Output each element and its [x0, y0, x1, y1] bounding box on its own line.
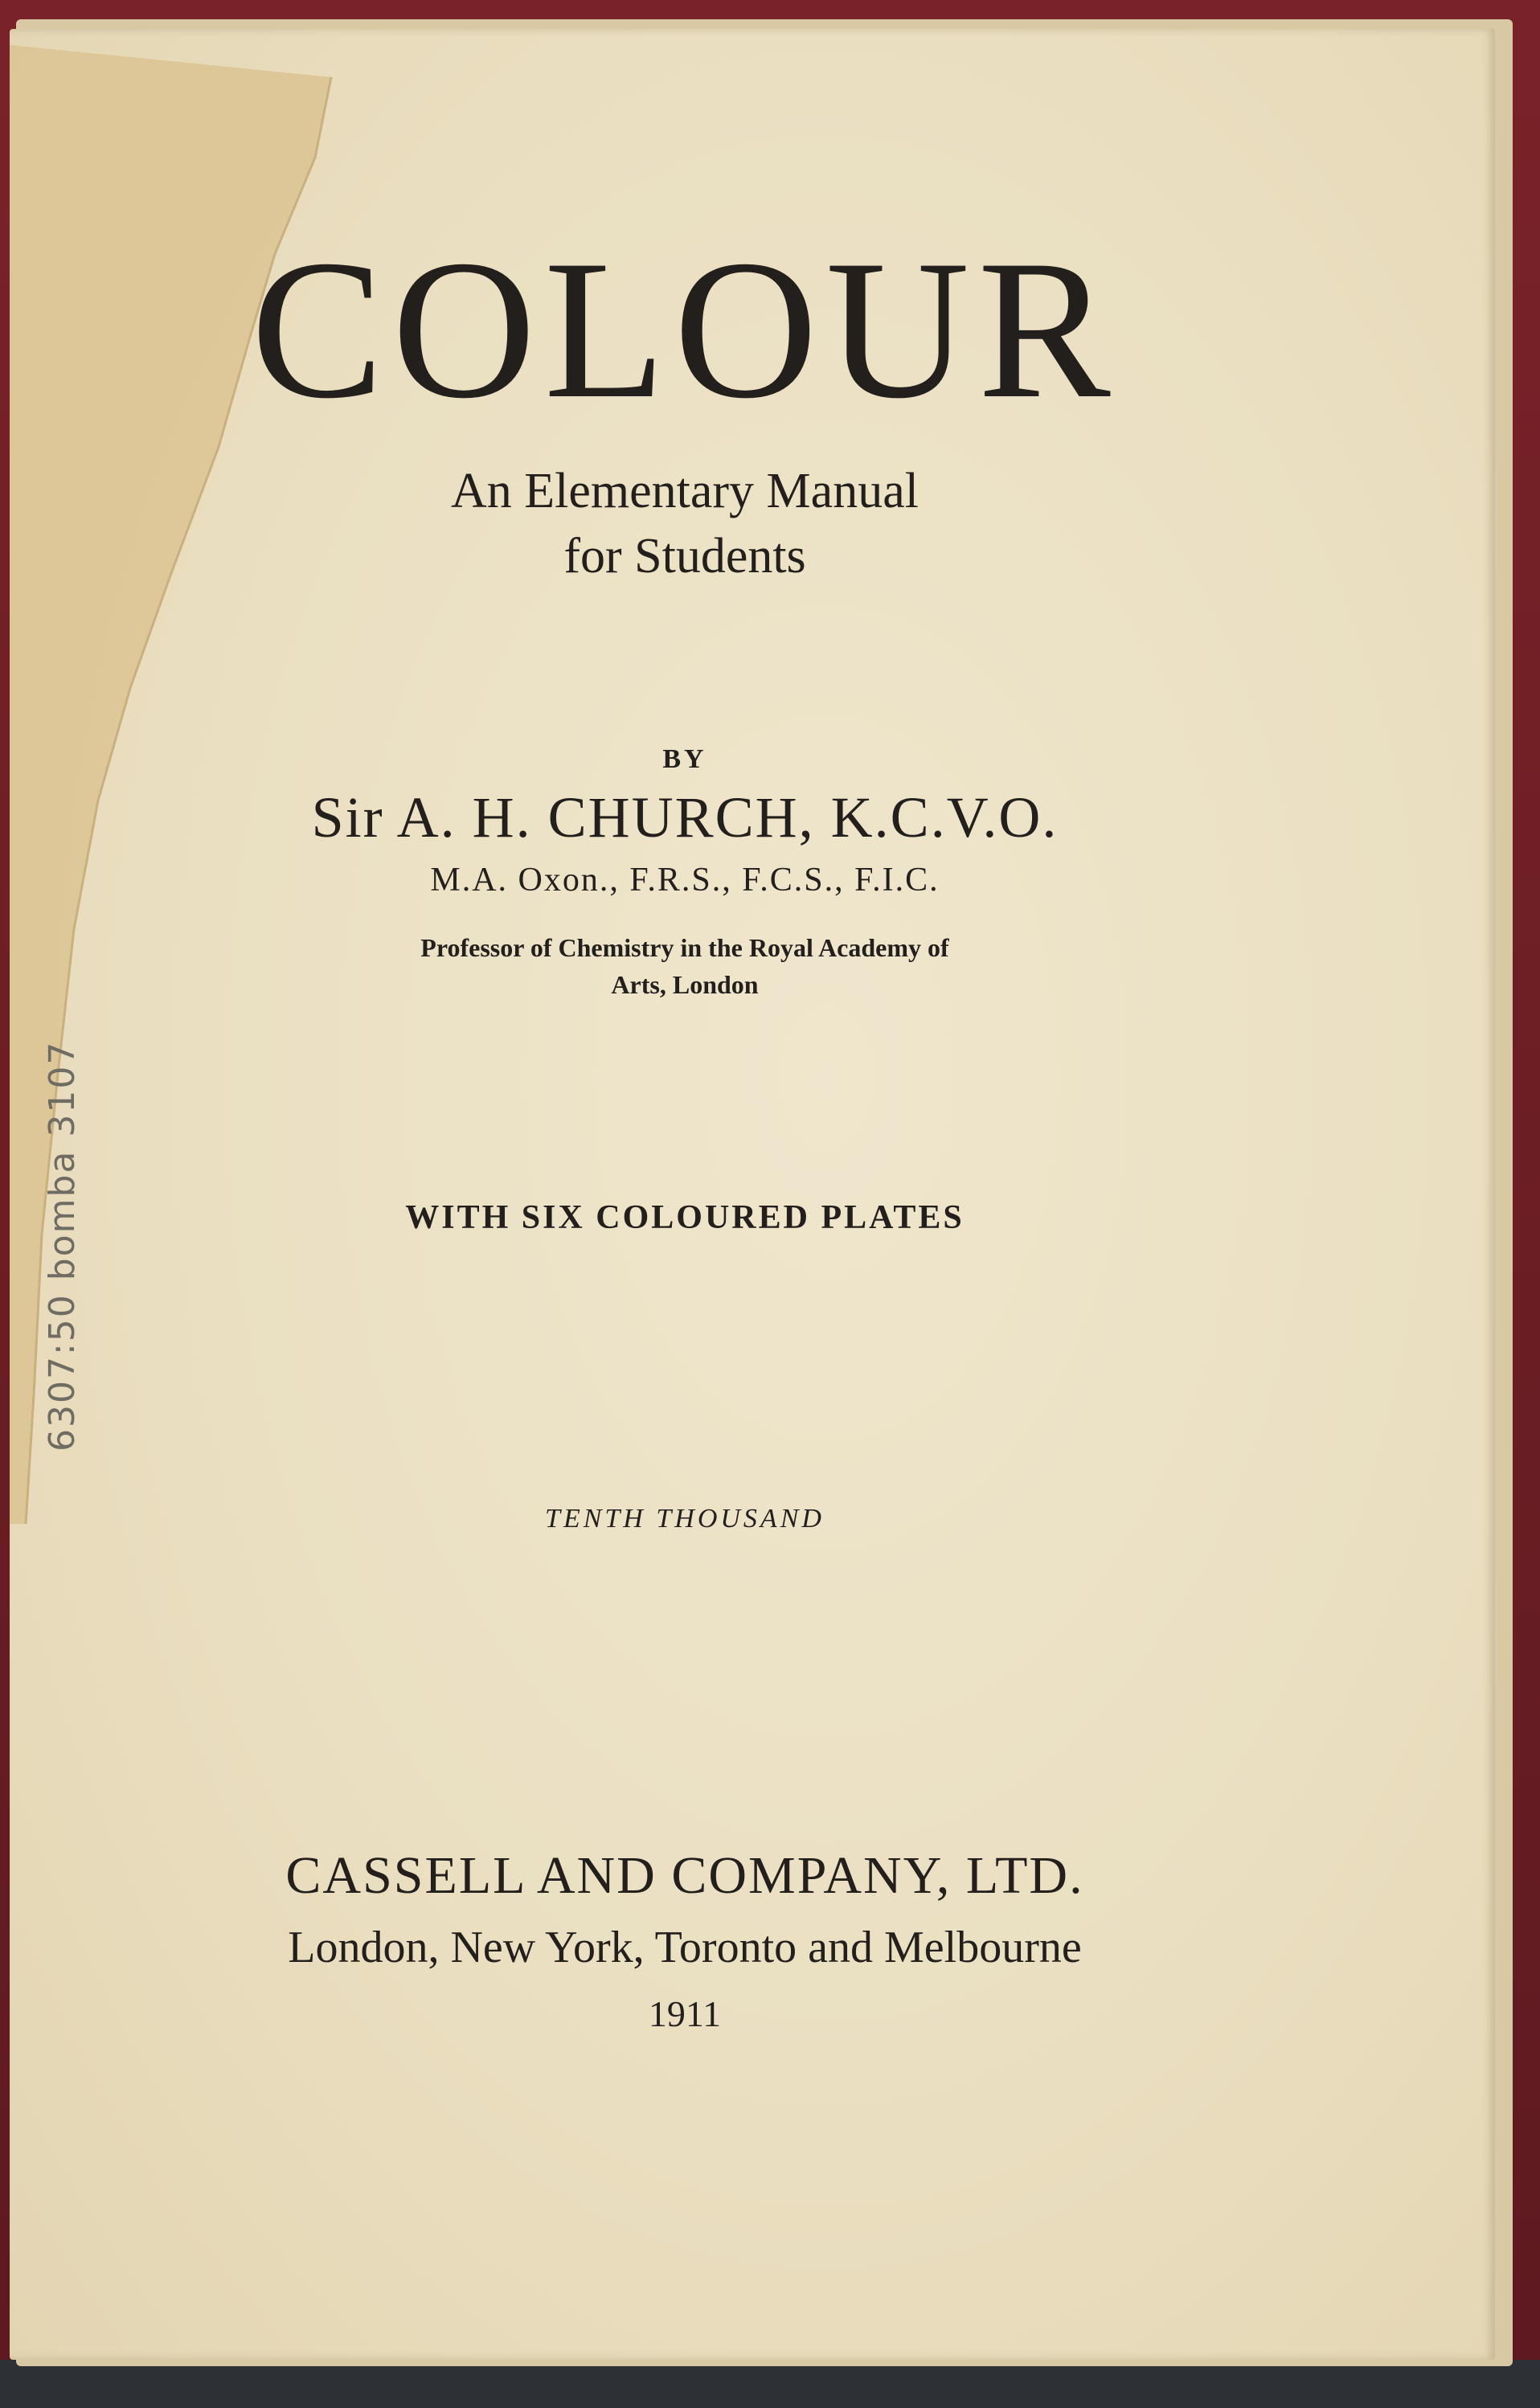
author-position-line-2: Arts, London — [611, 970, 759, 1000]
author-name: Sir A. H. CHURCH, K.C.V.O. — [311, 785, 1059, 850]
scan-background — [0, 2360, 1540, 2408]
subtitle-line-1: An Elementary Manual — [451, 464, 919, 518]
subtitle — [10, 459, 1360, 588]
handwritten-shelfmark: 6307:50 bomba 3107 — [42, 1040, 83, 1452]
publisher-name: CASSELL AND COMPANY, LTD. — [285, 1846, 1084, 1905]
book-title: COLOUR — [251, 219, 1119, 440]
plates-note: WITH SIX COLOURED PLATES — [405, 1199, 965, 1236]
publisher-cities: London, New York, Toronto and Melbourne — [288, 1923, 1082, 1972]
by-line: BY — [662, 744, 707, 774]
author-degrees: M.A. Oxon., F.R.S., F.C.S., F.I.C. — [430, 862, 940, 899]
subtitle-line-2: for Students — [563, 528, 806, 584]
title-page — [10, 29, 1495, 2360]
edition-note: TENTH THOUSAND — [545, 1504, 825, 1534]
publication-year: 1911 — [648, 1993, 722, 2034]
author-position-line-1: Professor of Chemistry in the Royal Academy of — [420, 933, 949, 962]
author-position — [10, 929, 1360, 1004]
